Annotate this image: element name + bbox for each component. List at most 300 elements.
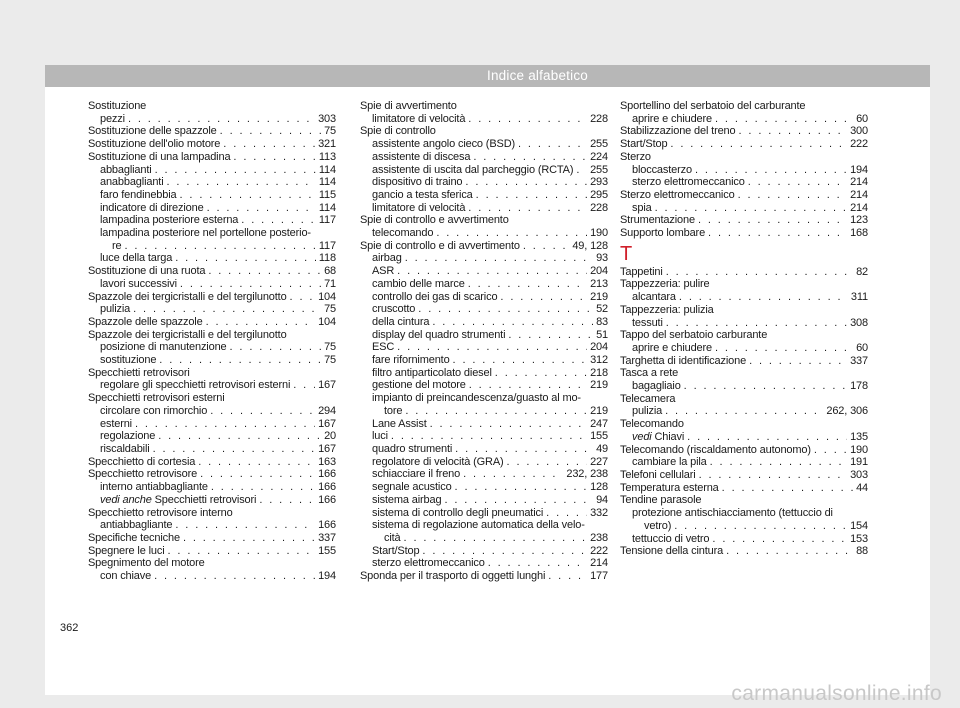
index-page-ref[interactable]: 213 xyxy=(590,277,608,290)
index-page-ref[interactable]: 300 xyxy=(850,125,868,138)
index-entry xyxy=(360,418,608,431)
index-page-ref[interactable]: 20 xyxy=(324,430,336,443)
index-heading: Specchietti retrovisori esterni xyxy=(88,392,225,405)
index-entry-label: bagagliaio xyxy=(632,380,681,393)
index-entry xyxy=(360,189,608,202)
index-page-ref[interactable]: 204 xyxy=(590,265,608,278)
index-entry xyxy=(620,380,868,393)
leader-dots xyxy=(223,138,315,151)
index-page-ref[interactable]: 68 xyxy=(324,265,336,278)
leader-dots xyxy=(405,405,587,418)
index-page-ref[interactable]: 194 xyxy=(850,163,868,176)
leader-dots xyxy=(666,266,853,279)
index-entry xyxy=(88,316,336,329)
index-entry xyxy=(360,443,608,456)
index-entry xyxy=(88,303,336,316)
leader-dots xyxy=(198,456,315,469)
leader-dots xyxy=(175,252,316,265)
leader-dots xyxy=(210,405,315,418)
index-heading: Specchietto retrovisore interno xyxy=(88,506,233,519)
index-page-ref[interactable]: 312 xyxy=(590,354,608,367)
index-entry xyxy=(620,138,868,151)
index-page-ref[interactable]: 83 xyxy=(596,315,608,328)
index-entry-label: sistema airbag xyxy=(372,493,442,506)
index-page-ref[interactable]: 167 xyxy=(318,417,336,430)
index-entry xyxy=(88,519,336,532)
index-page-ref[interactable]: 114 xyxy=(318,176,336,189)
index-entry-label: telecomando xyxy=(372,227,434,240)
index-entry xyxy=(360,329,608,342)
index-page-ref[interactable]: 311 xyxy=(850,291,868,304)
leader-dots xyxy=(576,164,587,177)
index-entry-label: luce della targa xyxy=(100,252,173,265)
index-heading: Tappo del serbatoio carburante xyxy=(620,329,768,342)
index-page-ref[interactable]: 117 xyxy=(318,239,336,252)
index-page-ref[interactable]: 135 xyxy=(850,430,868,443)
index-page-ref[interactable]: 303 xyxy=(850,468,868,481)
index-page-ref[interactable]: 75 xyxy=(324,125,336,138)
index-column-3 xyxy=(620,100,868,558)
index-entry-label: Sterzo elettromeccanico xyxy=(620,188,735,201)
index-entry-label: limitatore di velocità xyxy=(372,112,466,125)
index-entry-label: Spazzole dei tergicristalli e del tergilunotto xyxy=(88,290,287,303)
index-entry xyxy=(360,367,608,380)
index-entry-label: alcantara xyxy=(632,291,676,304)
leader-dots xyxy=(432,316,593,329)
leader-dots xyxy=(748,176,847,189)
leader-dots xyxy=(241,214,316,227)
leader-dots xyxy=(180,189,316,202)
index-page-ref[interactable]: 255 xyxy=(590,163,608,176)
index-page-ref[interactable]: 337 xyxy=(318,531,336,544)
index-page-ref[interactable]: 44 xyxy=(856,481,868,494)
index-page-ref[interactable]: 167 xyxy=(318,379,336,392)
index-entry xyxy=(88,418,336,431)
index-entry-label: gancio a testa sferica xyxy=(372,188,473,201)
index-page-ref[interactable]: 247 xyxy=(590,417,608,430)
index-entry xyxy=(360,456,608,469)
index-entry-label: Tensione della cintura xyxy=(620,545,724,558)
index-entry xyxy=(620,164,868,177)
leader-dots xyxy=(655,202,848,215)
index-heading: Sportellino del serbatoio del carburante xyxy=(620,100,806,112)
index-page-ref[interactable]: 166 xyxy=(318,519,336,532)
index-page-ref[interactable]: 214 xyxy=(850,188,868,201)
index-page-ref[interactable]: 308 xyxy=(850,316,868,329)
index-entry xyxy=(88,481,336,494)
index-page-ref[interactable]: 222 xyxy=(590,544,608,557)
index-entry xyxy=(620,405,868,418)
index-entry-label: Tappetini xyxy=(620,265,663,278)
index-page-ref[interactable]: 71 xyxy=(324,277,336,290)
index-entry xyxy=(88,430,336,443)
index-entry-label: ASR xyxy=(372,265,395,278)
index-entry-label: Specifiche tecniche xyxy=(88,531,180,544)
index-page-ref[interactable]: 167 xyxy=(318,442,336,455)
index-page-ref[interactable]: 93 xyxy=(596,252,608,265)
index-page-ref[interactable]: 115 xyxy=(318,188,336,201)
index-page-ref[interactable]: 104 xyxy=(318,290,336,303)
leader-dots xyxy=(154,570,315,583)
index-heading: Spegnimento del motore xyxy=(88,557,205,570)
index-entry xyxy=(360,278,608,291)
index-entry xyxy=(88,545,336,558)
leader-dots xyxy=(674,520,847,533)
index-entry xyxy=(360,138,608,151)
index-entry-label: Sostituzione dell'olio motore xyxy=(88,138,221,151)
index-page-ref[interactable]: 194 xyxy=(318,570,336,583)
index-entry xyxy=(88,405,336,418)
header-bar xyxy=(45,65,930,87)
index-entry xyxy=(360,291,608,304)
index-page-ref[interactable]: 166 xyxy=(318,481,336,494)
index-entry xyxy=(620,469,868,482)
index-entry-label: Stabilizzazione del treno xyxy=(620,125,736,138)
index-entry-label: assistente angolo cieco (BSD) xyxy=(372,138,516,151)
index-page-ref[interactable]: 155 xyxy=(318,544,336,557)
index-entry-label: spia xyxy=(632,201,652,214)
leader-dots xyxy=(476,189,587,202)
index-entry-label xyxy=(632,431,684,444)
index-page-ref[interactable]: 262, 306 xyxy=(826,405,868,418)
leader-dots xyxy=(155,164,316,177)
leader-dots xyxy=(468,202,587,215)
index-entry-label: con chiave xyxy=(100,570,152,583)
index-entry-label: faro fendinebbia xyxy=(100,188,177,201)
index-entry xyxy=(620,482,868,495)
index-entry-label: gestione del motore xyxy=(372,379,466,392)
index-entry xyxy=(88,164,336,177)
index-entry-label: lampadina posteriore esterna xyxy=(100,214,239,227)
index-entry xyxy=(620,431,868,444)
leader-dots xyxy=(207,202,316,215)
leader-dots xyxy=(175,519,315,532)
leader-dots xyxy=(739,125,848,138)
index-entry-label: Sostituzione di una lampadina xyxy=(88,150,231,163)
index-entry-label: segnale acustico xyxy=(372,481,452,494)
index-page-ref[interactable]: 219 xyxy=(590,404,608,417)
index-entry xyxy=(88,341,336,354)
index-page-ref[interactable]: 153 xyxy=(850,532,868,545)
index-entry xyxy=(88,240,336,253)
index-page-ref[interactable]: 128 xyxy=(590,481,608,494)
leader-dots xyxy=(715,342,853,355)
leader-dots xyxy=(518,138,587,151)
page-number: 362 xyxy=(60,622,79,634)
index-page-ref[interactable]: 218 xyxy=(590,366,608,379)
leader-dots xyxy=(523,240,570,253)
index-entry-label: regolare gli specchietti retrovisori esterni xyxy=(100,379,291,392)
index-heading: protezione antischiacciamento (tettuccio di xyxy=(632,507,833,520)
index-entry xyxy=(360,176,608,189)
leader-dots xyxy=(712,533,847,546)
index-entry-label: riscaldabili xyxy=(100,442,150,455)
see-also-prefix: vedi anche xyxy=(100,493,152,506)
index-page-ref[interactable]: 75 xyxy=(324,303,336,316)
index-page-ref[interactable]: 75 xyxy=(324,354,336,367)
index-page-ref[interactable]: 294 xyxy=(318,404,336,417)
index-entry-label: re xyxy=(112,239,122,252)
index-entry-label: esterni xyxy=(100,417,132,430)
leader-dots xyxy=(488,557,587,570)
index-entry xyxy=(360,545,608,558)
watermark: carmanualsonline.info xyxy=(731,682,942,705)
leader-dots xyxy=(290,291,316,304)
index-entry-label: display del quadro strumenti xyxy=(372,328,506,341)
index-page-ref[interactable]: 190 xyxy=(590,227,608,240)
index-heading: sistema di regolazione automatica della velo- xyxy=(372,519,585,532)
index-heading: Tappezzeria: pulizia xyxy=(620,303,714,316)
index-page-ref[interactable]: 214 xyxy=(590,557,608,570)
leader-dots xyxy=(124,240,315,253)
leader-dots xyxy=(405,252,593,265)
index-page-ref[interactable]: 337 xyxy=(850,354,868,367)
index-page-ref[interactable]: 293 xyxy=(590,176,608,189)
index-entry-label: dispositivo di traino xyxy=(372,176,463,189)
index-entry xyxy=(620,227,868,240)
index-page-ref[interactable]: 232, 238 xyxy=(566,468,608,481)
index-heading: Tendine parasole xyxy=(620,494,702,507)
leader-dots xyxy=(665,405,823,418)
index-entry xyxy=(360,430,608,443)
index-entry-label: limitatore di velocità xyxy=(372,201,466,214)
section-letter: T xyxy=(620,242,633,265)
index-heading: Spazzole dei tergicristalli e del tergilunotto xyxy=(88,328,287,341)
index-entry-label: sostituzione xyxy=(100,354,157,367)
index-entry-label: Specchietto retrovisore xyxy=(88,468,198,481)
index-entry-label: Supporto lombare xyxy=(620,227,706,240)
index-entry-label: Specchietto di cortesia xyxy=(88,455,196,468)
leader-dots xyxy=(455,443,593,456)
index-entry xyxy=(88,125,336,138)
index-entry xyxy=(360,532,608,545)
index-entry-label: Spie di controllo e di avvertimento xyxy=(360,239,520,252)
index-page-ref[interactable]: 166 xyxy=(318,493,336,506)
index-page-ref[interactable]: 82 xyxy=(856,265,868,278)
index-entry xyxy=(620,113,868,126)
index-page-ref[interactable]: 303 xyxy=(318,112,336,125)
index-page-ref[interactable]: 52 xyxy=(596,303,608,316)
leader-dots xyxy=(397,265,587,278)
index-page-ref[interactable]: 104 xyxy=(318,315,336,328)
index-entry xyxy=(360,265,608,278)
index-entry-label: Sponda per il trasporto di oggetti lunghi xyxy=(360,570,546,583)
leader-dots xyxy=(695,164,847,177)
index-entry xyxy=(88,265,336,278)
index-page-ref[interactable]: 177 xyxy=(590,570,608,583)
index-entry-label: Telefoni cellulari xyxy=(620,468,696,481)
index-page-ref[interactable]: 94 xyxy=(596,493,608,506)
index-page-ref[interactable]: 60 xyxy=(856,341,868,354)
leader-dots xyxy=(468,278,587,291)
index-entry xyxy=(620,533,868,546)
index-entry-label: regolatore di velocità (GRA) xyxy=(372,455,504,468)
index-page-ref[interactable]: 154 xyxy=(850,519,868,532)
index-page-ref[interactable]: 219 xyxy=(590,379,608,392)
index-entry-label: filtro antiparticolato diesel xyxy=(372,366,492,379)
index-entry xyxy=(360,507,608,520)
leader-dots xyxy=(211,481,315,494)
leader-dots xyxy=(168,545,316,558)
leader-dots xyxy=(180,278,321,291)
index-page-ref[interactable]: 238 xyxy=(590,531,608,544)
index-entry-label: Start/Stop xyxy=(372,544,420,557)
index-entry xyxy=(88,151,336,164)
index-entry xyxy=(360,227,608,240)
leader-dots xyxy=(469,379,587,392)
leader-dots xyxy=(430,418,587,431)
index-entry-label xyxy=(100,494,256,507)
leader-dots xyxy=(158,430,321,443)
index-entry-label: pezzi xyxy=(100,112,125,125)
index-entry xyxy=(88,456,336,469)
index-entry xyxy=(88,189,336,202)
index-page-ref[interactable]: 321 xyxy=(318,138,336,151)
index-page-ref[interactable]: 49 xyxy=(596,442,608,455)
index-entry-label: tettuccio di vetro xyxy=(632,532,710,545)
leader-dots xyxy=(679,291,848,304)
index-page-ref[interactable]: 219 xyxy=(590,290,608,303)
index-entry xyxy=(360,151,608,164)
index-page-ref[interactable]: 123 xyxy=(850,214,868,227)
leader-dots xyxy=(233,151,315,164)
index-entry xyxy=(360,252,608,265)
index-heading: Tappezzeria: pulire xyxy=(620,278,710,291)
leader-dots xyxy=(708,227,847,240)
index-entry-label: Temperatura esterna xyxy=(620,481,719,494)
leader-dots xyxy=(391,430,587,443)
index-page-ref[interactable]: 204 xyxy=(590,341,608,354)
leader-dots xyxy=(133,303,321,316)
index-page-ref[interactable]: 51 xyxy=(596,328,608,341)
index-page-ref[interactable]: 214 xyxy=(850,201,868,214)
index-page-ref[interactable]: 75 xyxy=(324,341,336,354)
leader-dots xyxy=(463,468,563,481)
leader-dots xyxy=(230,341,322,354)
index-entry xyxy=(88,113,336,126)
index-page-ref[interactable]: 214 xyxy=(850,176,868,189)
index-entry xyxy=(88,214,336,227)
index-entry-label: circolare con rimorchio xyxy=(100,404,208,417)
index-page-ref[interactable]: 60 xyxy=(856,112,868,125)
index-entry-label: assistente di discesa xyxy=(372,150,471,163)
index-entry xyxy=(360,468,608,481)
index-page-ref[interactable]: 114 xyxy=(318,201,336,214)
index-entry xyxy=(620,291,868,304)
index-column-1 xyxy=(88,100,336,583)
index-page-ref[interactable]: 191 xyxy=(850,456,868,469)
index-entry-label: abbaglianti xyxy=(100,163,152,176)
index-entry-label: cruscotto xyxy=(372,303,416,316)
leader-dots xyxy=(500,291,587,304)
index-page-ref[interactable]: 228 xyxy=(590,112,608,125)
index-page-ref[interactable]: 295 xyxy=(590,188,608,201)
index-entry-label: controllo dei gas di scarico xyxy=(372,290,498,303)
leader-dots xyxy=(507,456,588,469)
index-entry-label: pulizia xyxy=(100,303,131,316)
index-page-ref[interactable]: 166 xyxy=(318,468,336,481)
leader-dots xyxy=(453,354,588,367)
index-entry-label: quadro strumenti xyxy=(372,442,453,455)
index-entry-label: Targhetta di identificazione xyxy=(620,354,747,367)
leader-dots xyxy=(670,138,847,151)
leader-dots xyxy=(444,494,593,507)
leader-dots xyxy=(167,176,316,189)
index-entry-label: luci xyxy=(372,430,388,443)
leader-dots xyxy=(397,341,587,354)
index-page-ref[interactable]: 227 xyxy=(590,455,608,468)
index-page-ref[interactable]: 222 xyxy=(850,138,868,151)
leader-dots xyxy=(455,481,588,494)
index-column-2 xyxy=(360,100,608,583)
page-title: Indice alfabetico xyxy=(487,68,588,83)
index-heading: Specchietti retrovisori xyxy=(88,366,190,379)
index-entry-label: Sostituzione delle spazzole xyxy=(88,125,217,138)
index-entry xyxy=(360,481,608,494)
index-page-ref[interactable]: 113 xyxy=(318,150,336,163)
index-heading: Spie di controllo xyxy=(360,125,436,138)
index-entry-label: Spegnere le luci xyxy=(88,544,165,557)
index-page-ref[interactable]: 168 xyxy=(850,227,868,240)
index-entry-label: posizione di manutenzione xyxy=(100,341,227,354)
index-entry xyxy=(620,342,868,355)
leader-dots xyxy=(666,317,847,330)
index-page-ref[interactable]: 255 xyxy=(590,138,608,151)
index-entry-label: schiacciare il freno xyxy=(372,468,461,481)
index-entry xyxy=(620,214,868,227)
index-entry xyxy=(360,405,608,418)
leader-dots xyxy=(153,443,316,456)
index-entry xyxy=(360,557,608,570)
leader-dots xyxy=(468,113,587,126)
index-entry xyxy=(360,341,608,354)
index-page-ref[interactable]: 118 xyxy=(318,252,336,265)
index-page-ref[interactable]: 190 xyxy=(850,443,868,456)
index-entry-label: regolazione xyxy=(100,430,156,443)
index-page-ref[interactable]: 332 xyxy=(590,506,608,519)
index-page-ref[interactable]: 224 xyxy=(590,150,608,163)
index-page-ref[interactable]: 117 xyxy=(318,214,336,227)
index-entry xyxy=(360,316,608,329)
index-entry xyxy=(620,125,868,138)
index-entry xyxy=(620,317,868,330)
index-entry-label: ESC xyxy=(372,341,395,354)
index-entry xyxy=(88,468,336,481)
leader-dots xyxy=(814,444,847,457)
leader-dots xyxy=(404,532,588,545)
leader-dots xyxy=(159,354,321,367)
index-entry xyxy=(88,570,336,583)
index-page-ref[interactable]: 163 xyxy=(318,455,336,468)
index-heading: Telecamera xyxy=(620,392,676,405)
index-entry-text: Chiavi xyxy=(654,430,685,443)
index-page-ref[interactable]: 49, 128 xyxy=(572,239,608,252)
index-entry xyxy=(88,379,336,392)
index-page-ref[interactable]: 228 xyxy=(590,201,608,214)
index-page-ref[interactable]: 114 xyxy=(318,163,336,176)
index-page-ref[interactable]: 155 xyxy=(590,430,608,443)
index-page-ref[interactable]: 178 xyxy=(850,380,868,393)
index-entry-label: Spazzole delle spazzole xyxy=(88,315,203,328)
leader-dots xyxy=(465,176,587,189)
index-entry-label: sterzo elettromeccanico xyxy=(632,176,745,189)
index-heading: Spie di controllo e avvertimento xyxy=(360,214,509,227)
leader-dots xyxy=(183,532,315,545)
index-page-ref[interactable]: 88 xyxy=(856,545,868,558)
index-entry xyxy=(88,138,336,151)
index-entry xyxy=(620,189,868,202)
index-entry-label: aprire e chiudere xyxy=(632,341,712,354)
